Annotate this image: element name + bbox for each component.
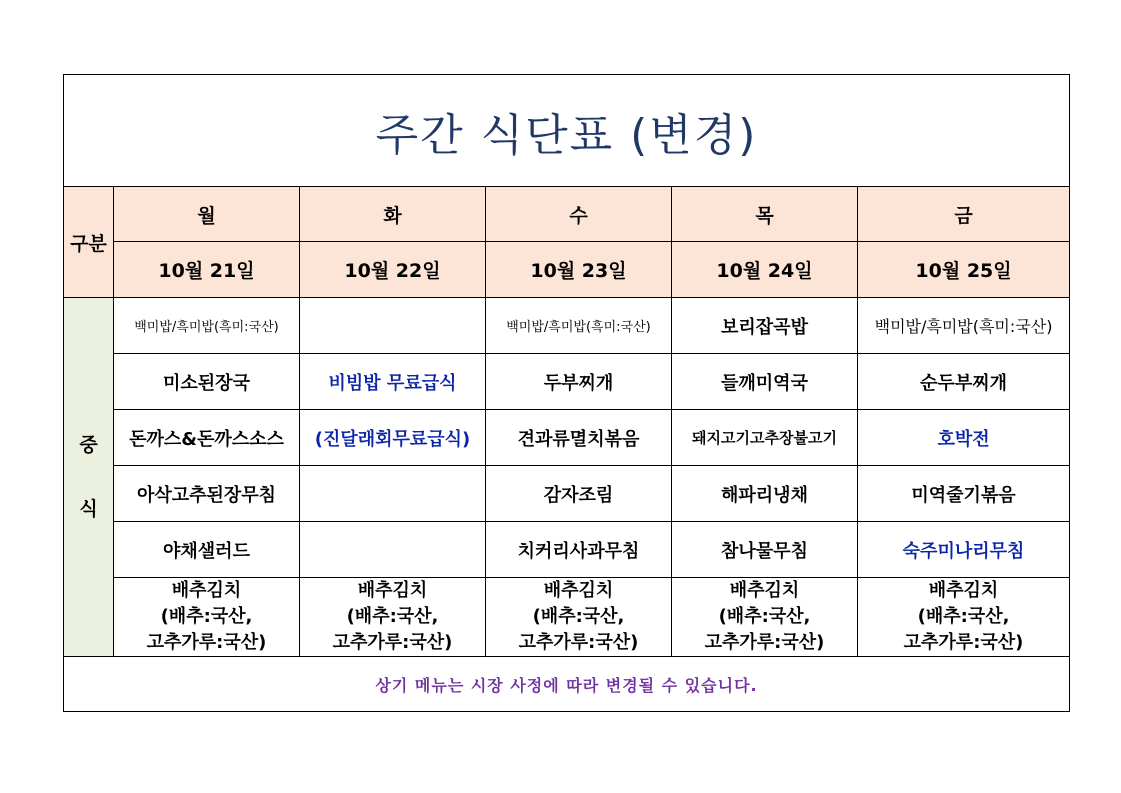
date-header-wed: 10월 23일 xyxy=(486,242,672,298)
menu-cell-r5-wed: 치커리사과무침 xyxy=(486,522,672,578)
menu-cell-r2-thu: 들깨미역국 xyxy=(672,354,858,410)
menu-cell-r2-wed: 두부찌개 xyxy=(486,354,672,410)
menu-cell-r3-wed: 견과류멸치볶음 xyxy=(486,410,672,466)
kimchi-line3: 고추가루:국산) xyxy=(332,632,453,653)
day-header-thu: 목 xyxy=(672,187,858,242)
menu-cell-r1-mon: 백미밥/흑미밥(흑미:국산) xyxy=(114,298,300,354)
menu-cell-r4-thu: 해파리냉채 xyxy=(672,466,858,522)
menu-cell-r2-fri: 순두부찌개 xyxy=(858,354,1070,410)
menu-cell-r2-mon: 미소된장국 xyxy=(114,354,300,410)
kimchi-cell-wed xyxy=(486,578,672,657)
date-header-tue: 10월 22일 xyxy=(300,242,486,298)
kimchi-cell-tue xyxy=(300,578,486,657)
meal-label-lunch xyxy=(64,298,114,657)
menu-cell-r4-mon: 아삭고추된장무침 xyxy=(114,466,300,522)
kimchi-cell-fri xyxy=(858,578,1070,657)
menu-cell-r4-tue xyxy=(300,466,486,522)
kimchi-line1: 배추김치 xyxy=(928,580,999,601)
menu-cell-r2-tue: 비빔밥 무료급식 xyxy=(300,354,486,410)
kimchi-line1: 배추김치 xyxy=(357,580,428,601)
menu-cell-r5-mon: 야채샐러드 xyxy=(114,522,300,578)
menu-cell-r4-fri: 미역줄기볶음 xyxy=(858,466,1070,522)
menu-cell-r3-tue: (진달래회무료급식) xyxy=(300,410,486,466)
menu-sheet xyxy=(63,74,1069,713)
menu-cell-r5-fri: 숙주미나리무침 xyxy=(858,522,1070,578)
kimchi-line1: 배추김치 xyxy=(543,580,614,601)
menu-cell-r3-mon: 돈까스&돈까스소스 xyxy=(114,410,300,466)
kimchi-line3: 고추가루:국산) xyxy=(903,632,1024,653)
footer-note: 상기 메뉴는 시장 사정에 따라 변경될 수 있습니다. xyxy=(64,657,1070,712)
kimchi-line2: (배추:국산, xyxy=(917,606,1010,627)
menu-cell-r3-thu: 돼지고기고추장불고기 xyxy=(672,410,858,466)
menu-cell-r5-tue xyxy=(300,522,486,578)
menu-cell-r4-wed: 감자조림 xyxy=(486,466,672,522)
day-header-fri: 금 xyxy=(858,187,1070,242)
kimchi-line3: 고추가루:국산) xyxy=(704,632,825,653)
kimchi-cell-mon xyxy=(114,578,300,657)
date-header-thu: 10월 24일 xyxy=(672,242,858,298)
day-header-tue: 화 xyxy=(300,187,486,242)
page-title: 주간 식단표 (변경) xyxy=(64,75,1070,187)
kimchi-line2: (배추:국산, xyxy=(718,606,811,627)
gubun-label: 구분 xyxy=(64,187,114,298)
kimchi-cell-thu xyxy=(672,578,858,657)
kimchi-line2: (배추:국산, xyxy=(160,606,253,627)
kimchi-line3: 고추가루:국산) xyxy=(518,632,639,653)
kimchi-line1: 배추김치 xyxy=(729,580,800,601)
menu-cell-r1-fri: 백미밥/흑미밥(흑미:국산) xyxy=(858,298,1070,354)
menu-cell-r3-fri: 호박전 xyxy=(858,410,1070,466)
menu-cell-r1-tue xyxy=(300,298,486,354)
menu-cell-r1-wed: 백미밥/흑미밥(흑미:국산) xyxy=(486,298,672,354)
day-header-wed: 수 xyxy=(486,187,672,242)
meal-label-text: 중식 xyxy=(79,434,98,520)
menu-cell-r1-thu: 보리잡곡밥 xyxy=(672,298,858,354)
date-header-fri: 10월 25일 xyxy=(858,242,1070,298)
weekly-menu-table xyxy=(63,74,1070,712)
date-header-mon: 10월 21일 xyxy=(114,242,300,298)
kimchi-line3: 고추가루:국산) xyxy=(146,632,267,653)
kimchi-line2: (배추:국산, xyxy=(532,606,625,627)
menu-cell-r5-thu: 참나물무침 xyxy=(672,522,858,578)
day-header-mon: 월 xyxy=(114,187,300,242)
kimchi-line1: 배추김치 xyxy=(171,580,242,601)
kimchi-line2: (배추:국산, xyxy=(346,606,439,627)
